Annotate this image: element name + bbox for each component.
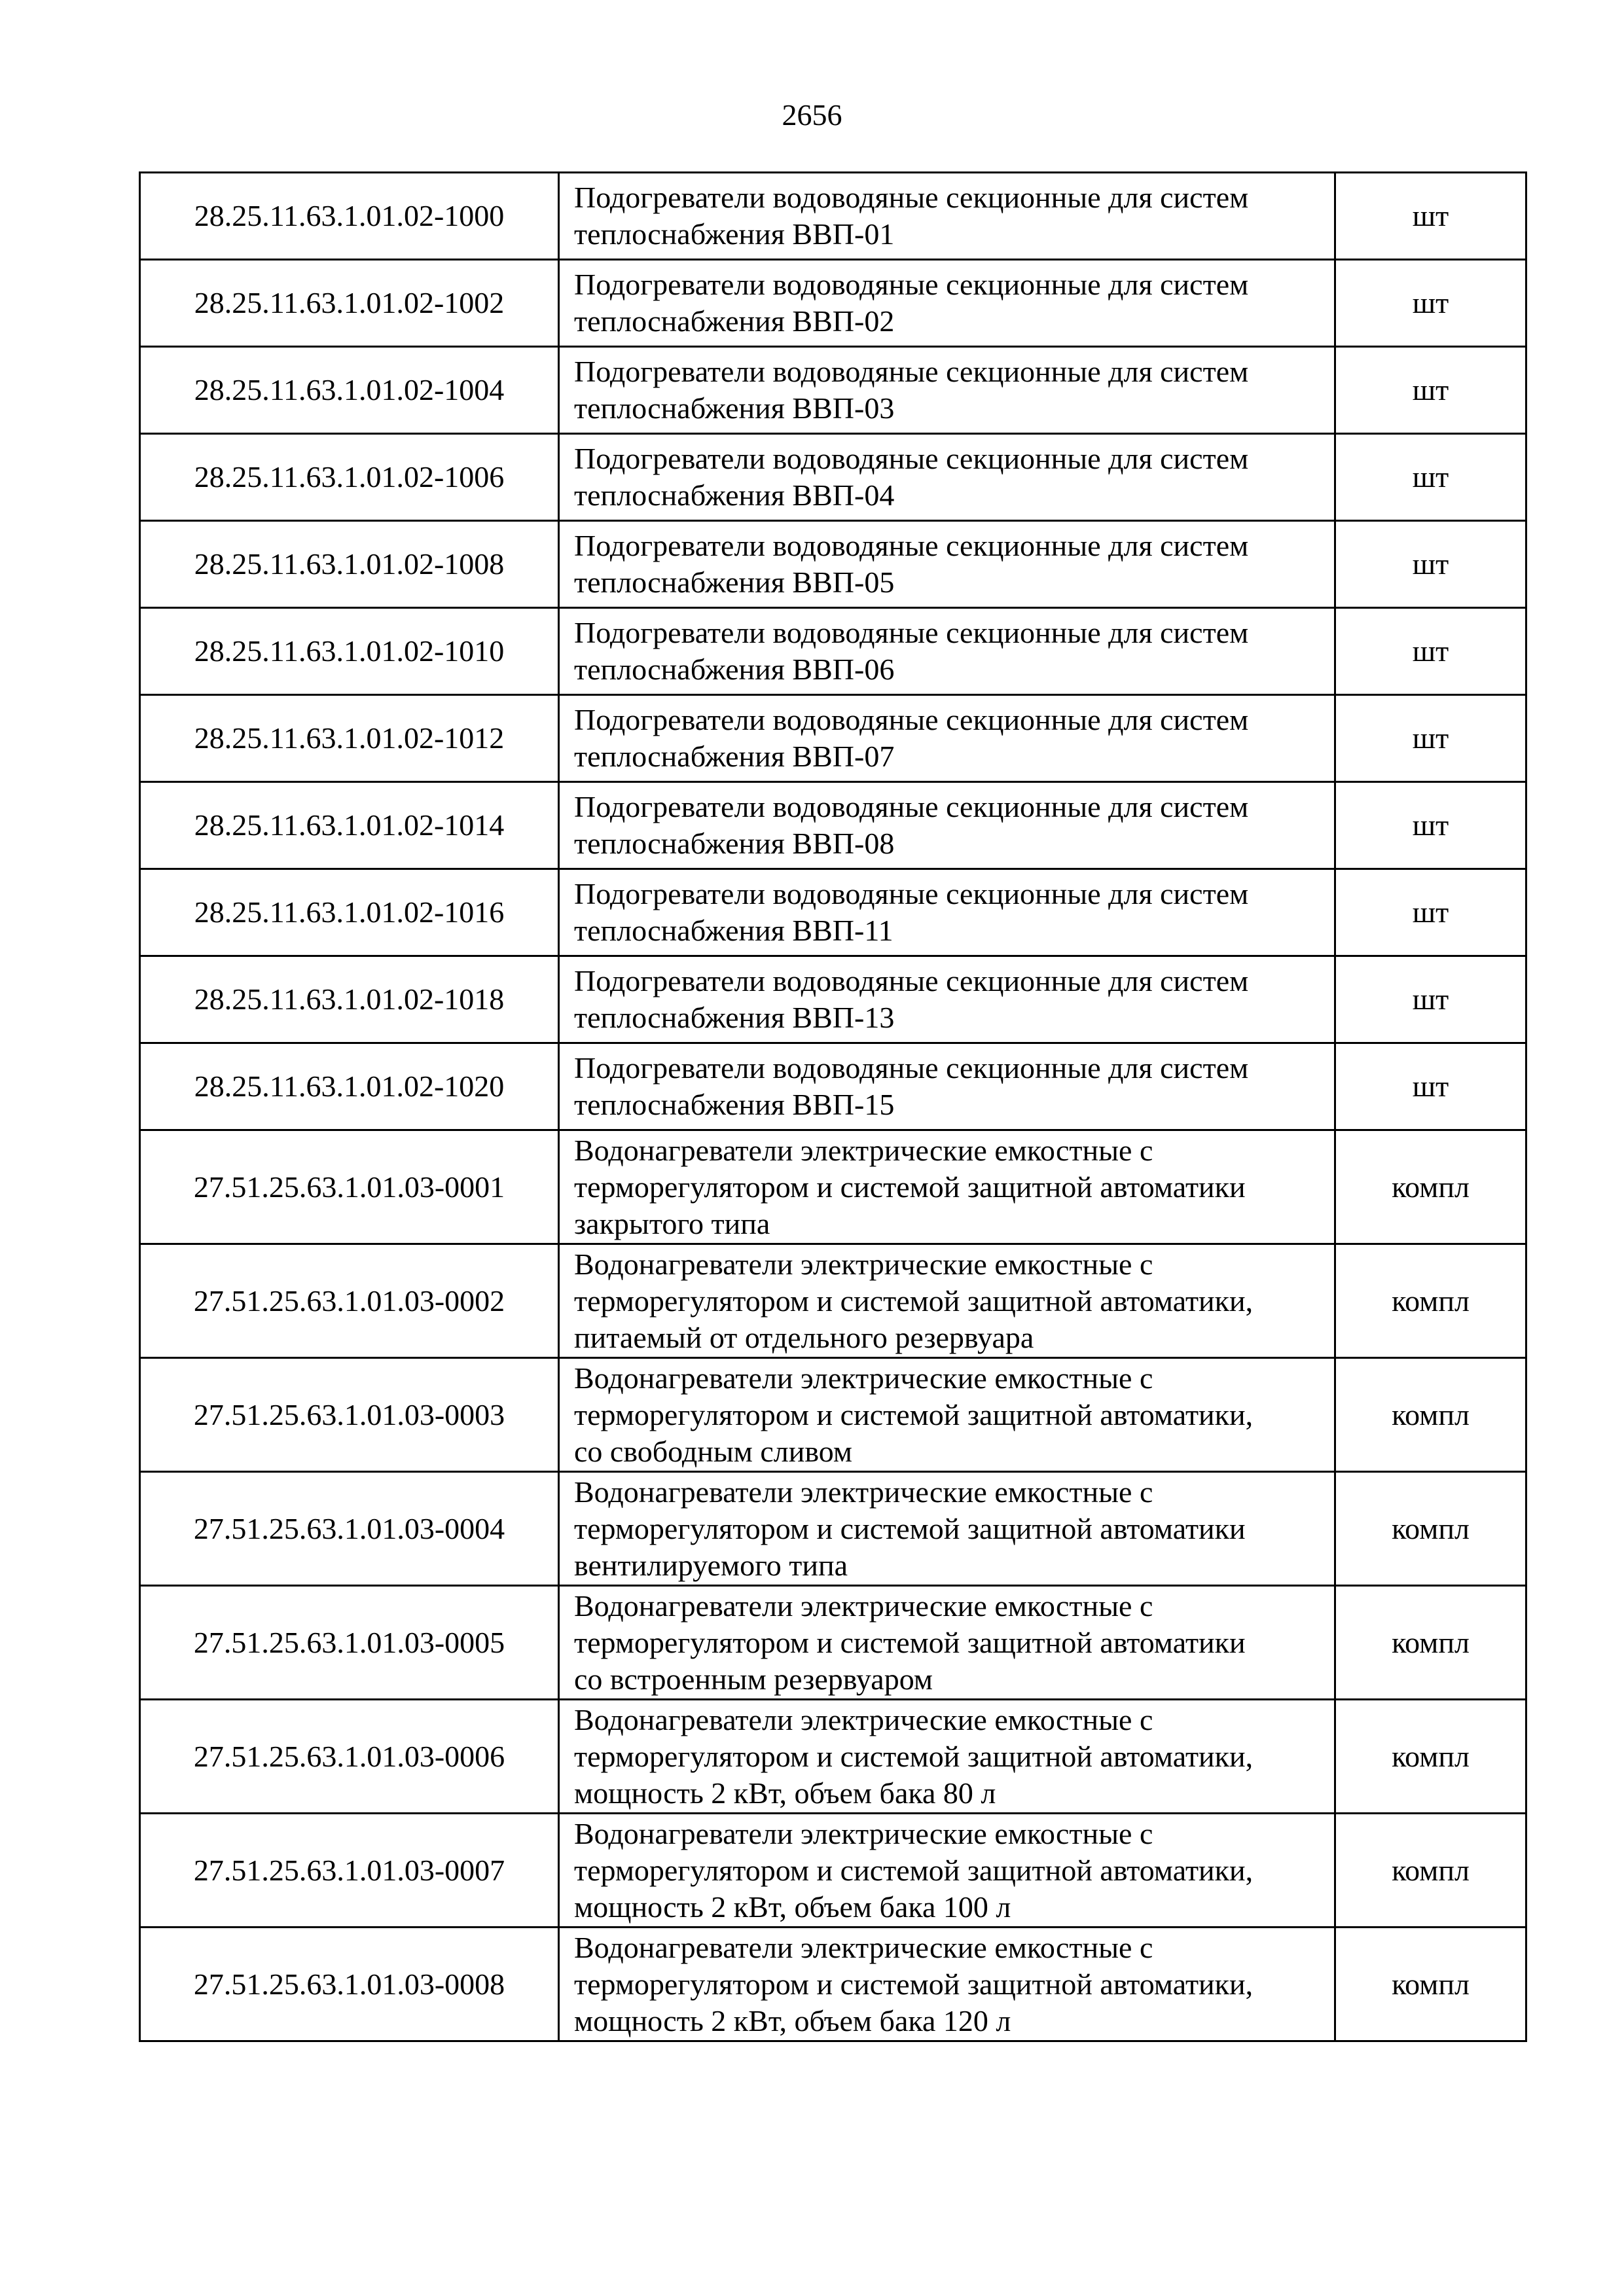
resource-code-cell: 28.25.11.63.1.01.02-1020 (140, 1043, 559, 1130)
unit-cell: шт (1335, 173, 1526, 260)
resource-description-cell (559, 347, 1335, 434)
unit-cell: компл (1335, 1814, 1526, 1928)
resource-description-cell (559, 1928, 1335, 2041)
description-line: терморегулятором и системой защитной автоматики, (574, 1853, 1254, 1887)
description-line: теплоснабжения ВВП-08 (574, 827, 895, 860)
table-row (140, 869, 1526, 956)
resource-description-cell (559, 1700, 1335, 1814)
description-line: Подогреватели водоводяные секционные для систем (574, 616, 1249, 649)
description-line: со свободным сливом (574, 1434, 852, 1468)
resource-description-cell (559, 1043, 1335, 1130)
unit-cell: компл (1335, 1928, 1526, 2041)
resource-description-cell (559, 1814, 1335, 1928)
resource-code-cell: 27.51.25.63.1.01.03-0001 (140, 1130, 559, 1244)
description-line: закрытого типа (574, 1206, 770, 1240)
description-line: Подогреватели водоводяные секционные для систем (574, 355, 1249, 388)
description-line: теплоснабжения ВВП-15 (574, 1088, 895, 1121)
description-line: терморегулятором и системой защитной автоматики, (574, 1397, 1254, 1431)
table-row (140, 1472, 1526, 1586)
description-line: терморегулятором и системой защитной автоматики (574, 1625, 1246, 1659)
unit-cell: шт (1335, 782, 1526, 869)
unit-cell: компл (1335, 1700, 1526, 1814)
description-line: мощность 2 кВт, объем бака 120 л (574, 2003, 1011, 2037)
description-line: теплоснабжения ВВП-02 (574, 304, 895, 338)
resource-description-cell (559, 260, 1335, 347)
resource-description-cell (559, 1586, 1335, 1700)
resource-code-cell: 27.51.25.63.1.01.03-0003 (140, 1358, 559, 1472)
table-row (140, 434, 1526, 521)
description-line: Водонагреватели электрические емкостные с (574, 1361, 1153, 1395)
unit-cell: шт (1335, 869, 1526, 956)
resource-code-cell: 28.25.11.63.1.01.02-1016 (140, 869, 559, 956)
resource-code-cell: 27.51.25.63.1.01.03-0006 (140, 1700, 559, 1814)
resource-description-cell (559, 782, 1335, 869)
description-line: Подогреватели водоводяные секционные для систем (574, 268, 1249, 301)
unit-cell: компл (1335, 1358, 1526, 1472)
unit-cell: шт (1335, 1043, 1526, 1130)
table-row (140, 1814, 1526, 1928)
table-row (140, 1586, 1526, 1700)
unit-cell: компл (1335, 1244, 1526, 1358)
description-line: теплоснабжения ВВП-01 (574, 217, 895, 251)
table-row (140, 608, 1526, 695)
description-line: Водонагреватели электрические емкостные с (574, 1247, 1153, 1281)
description-line: Водонагреватели электрические емкостные с (574, 1475, 1153, 1509)
resource-description-cell (559, 1358, 1335, 1472)
description-line: Водонагреватели электрические емкостные с (574, 1930, 1153, 1964)
table-row (140, 1043, 1526, 1130)
description-line: Подогреватели водоводяные секционные для систем (574, 1051, 1249, 1085)
resource-code-cell: 28.25.11.63.1.01.02-1018 (140, 956, 559, 1043)
resource-code-cell: 28.25.11.63.1.01.02-1000 (140, 173, 559, 260)
resource-description-cell (559, 608, 1335, 695)
unit-cell: шт (1335, 434, 1526, 521)
resource-description-cell (559, 521, 1335, 608)
resource-code-cell: 28.25.11.63.1.01.02-1006 (140, 434, 559, 521)
description-line: теплоснабжения ВВП-11 (574, 914, 893, 947)
table-row (140, 1244, 1526, 1358)
description-line: терморегулятором и системой защитной автоматики, (574, 1967, 1254, 2001)
resource-description-cell (559, 173, 1335, 260)
resource-code-cell: 28.25.11.63.1.01.02-1012 (140, 695, 559, 782)
description-line: Водонагреватели электрические емкостные с (574, 1816, 1153, 1850)
description-line: теплоснабжения ВВП-07 (574, 740, 895, 773)
resource-code-cell: 27.51.25.63.1.01.03-0005 (140, 1586, 559, 1700)
resource-code-cell: 28.25.11.63.1.01.02-1004 (140, 347, 559, 434)
unit-cell: компл (1335, 1130, 1526, 1244)
description-line: вентилируемого типа (574, 1548, 848, 1582)
description-line: Подогреватели водоводяные секционные для систем (574, 703, 1249, 736)
resource-description-cell (559, 956, 1335, 1043)
description-line: терморегулятором и системой защитной автоматики, (574, 1739, 1254, 1773)
table-body (140, 173, 1526, 2041)
resource-description-cell (559, 1244, 1335, 1358)
table-row (140, 521, 1526, 608)
description-line: мощность 2 кВт, объем бака 80 л (574, 1776, 996, 1810)
unit-cell: компл (1335, 1472, 1526, 1586)
table-row (140, 1130, 1526, 1244)
description-line: мощность 2 кВт, объем бака 100 л (574, 1890, 1011, 1924)
description-line: питаемый от отдельного резервуара (574, 1320, 1034, 1354)
unit-cell: шт (1335, 956, 1526, 1043)
table-row (140, 260, 1526, 347)
resource-description-cell (559, 1472, 1335, 1586)
description-line: Водонагреватели электрические емкостные с (574, 1133, 1153, 1167)
table-row (140, 695, 1526, 782)
table-row (140, 173, 1526, 260)
resource-description-cell (559, 1130, 1335, 1244)
table-row (140, 782, 1526, 869)
description-line: Подогреватели водоводяные секционные для систем (574, 442, 1249, 475)
resource-description-cell (559, 695, 1335, 782)
table-row (140, 1358, 1526, 1472)
description-line: терморегулятором и системой защитной автоматики (574, 1170, 1246, 1204)
resource-description-cell (559, 434, 1335, 521)
unit-cell: компл (1335, 1586, 1526, 1700)
description-line: Водонагреватели электрические емкостные с (574, 1588, 1153, 1623)
description-line: теплоснабжения ВВП-05 (574, 565, 895, 599)
unit-cell: шт (1335, 521, 1526, 608)
description-line: терморегулятором и системой защитной автоматики (574, 1511, 1246, 1545)
description-line: Подогреватели водоводяные секционные для систем (574, 181, 1249, 214)
description-line: терморегулятором и системой защитной автоматики, (574, 1283, 1254, 1318)
unit-cell: шт (1335, 260, 1526, 347)
resource-code-cell: 28.25.11.63.1.01.02-1008 (140, 521, 559, 608)
resource-code-cell: 28.25.11.63.1.01.02-1002 (140, 260, 559, 347)
resource-table (139, 171, 1527, 2042)
unit-cell: шт (1335, 347, 1526, 434)
table-row (140, 1928, 1526, 2041)
resource-code-cell: 28.25.11.63.1.01.02-1010 (140, 608, 559, 695)
description-line: теплоснабжения ВВП-06 (574, 653, 895, 686)
description-line: теплоснабжения ВВП-03 (574, 391, 895, 425)
resource-code-cell: 27.51.25.63.1.01.03-0004 (140, 1472, 559, 1586)
description-line: Подогреватели водоводяные секционные для систем (574, 877, 1249, 910)
unit-cell: шт (1335, 608, 1526, 695)
description-line: Подогреватели водоводяные секционные для систем (574, 790, 1249, 823)
table-row (140, 956, 1526, 1043)
description-line: теплоснабжения ВВП-04 (574, 478, 895, 512)
resource-description-cell (559, 869, 1335, 956)
page-number: 2656 (782, 98, 842, 132)
resource-code-cell: 27.51.25.63.1.01.03-0008 (140, 1928, 559, 2041)
resource-code-cell: 28.25.11.63.1.01.02-1014 (140, 782, 559, 869)
description-line: Подогреватели водоводяные секционные для систем (574, 529, 1249, 562)
resource-code-cell: 27.51.25.63.1.01.03-0007 (140, 1814, 559, 1928)
table-row (140, 347, 1526, 434)
table-row (140, 1700, 1526, 1814)
resource-code-cell: 27.51.25.63.1.01.03-0002 (140, 1244, 559, 1358)
description-line: со встроенным резервуаром (574, 1662, 933, 1696)
unit-cell: шт (1335, 695, 1526, 782)
description-line: Водонагреватели электрические емкостные с (574, 1702, 1153, 1736)
description-line: Подогреватели водоводяные секционные для систем (574, 964, 1249, 997)
description-line: теплоснабжения ВВП-13 (574, 1001, 895, 1034)
